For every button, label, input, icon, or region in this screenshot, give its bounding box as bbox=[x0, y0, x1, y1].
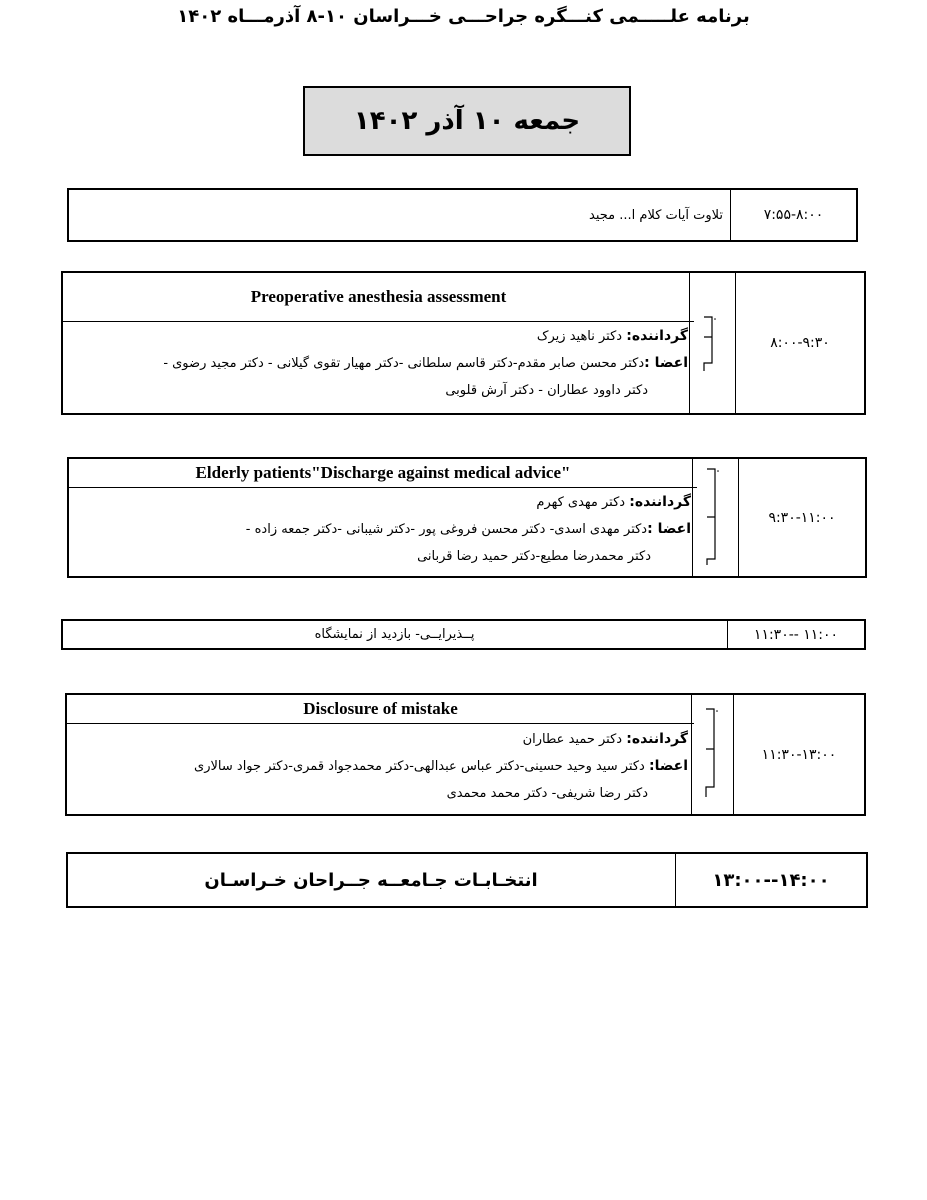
reception-label: پــذیرایــی- بازدید از نمایشگاه bbox=[314, 627, 475, 642]
bracket-icon bbox=[700, 707, 722, 807]
session-3-persons bbox=[67, 726, 694, 807]
session-2-persons bbox=[69, 489, 697, 570]
day-heading-text: جمعه ۱۰ آذر ۱۴۰۲ bbox=[353, 106, 581, 136]
session-3-title: Disclosure of mistake bbox=[67, 695, 694, 724]
elections-row bbox=[66, 852, 868, 908]
session-1-members-line bbox=[69, 350, 688, 377]
reception-row bbox=[61, 619, 866, 650]
session-2-title: Elderly patients"Discharge against medical advice" bbox=[69, 459, 697, 488]
members-names: دکتر محسن صابر مقدم-دکتر قاسم سلطانی -دکتر مهیار تقوی گیلانی - دکتر مجید رضوی - bbox=[163, 356, 645, 371]
moderator-label: گرداننده: bbox=[626, 731, 688, 747]
session-2-members-line bbox=[75, 516, 691, 543]
members-label: اعضا : bbox=[644, 355, 688, 371]
session-3-bracket bbox=[691, 695, 734, 814]
moderator-label: گرداننده: bbox=[629, 494, 691, 510]
bracket-icon bbox=[698, 315, 720, 375]
members-names: دکتر مهدی اسدی- دکتر محسن فروغی پور -دکتر شیبانی -دکتر جمعه زاده - bbox=[245, 522, 648, 537]
quran-text: تلاوت آیات کلام ا... مجید bbox=[589, 207, 723, 223]
session-1-persons bbox=[63, 323, 694, 404]
moderator-name: دکتر حمید عطاران bbox=[522, 732, 623, 747]
session-2-time: ۹:۳۰-۱۱:۰۰ bbox=[738, 459, 865, 576]
elections-time: ۱۳:۰۰--۱۴:۰۰ bbox=[675, 854, 866, 906]
quran-time: ۷:۵۵-۸:۰۰ bbox=[730, 190, 856, 240]
quran-row bbox=[67, 188, 858, 242]
session-2-moderator-line bbox=[75, 489, 691, 516]
reception-time: ۱۱:۳۰-- ۱۱:۰۰ bbox=[727, 621, 864, 648]
members-label: اعضا: bbox=[648, 758, 688, 774]
session-3 bbox=[65, 693, 866, 816]
session-1-title: Preoperative anesthesia assessment bbox=[63, 273, 694, 322]
members-names: دکتر سید وحید حسینی-دکتر عباس عبدالهی-دکتر محمدجواد قمری-دکتر جواد سالاری bbox=[194, 759, 645, 774]
moderator-name: دکتر مهدی کهرم bbox=[536, 495, 626, 510]
moderator-name: دکتر ناهید زیرک bbox=[536, 329, 623, 344]
session-2-bracket bbox=[692, 459, 739, 576]
session-1-members-line-2: دکتر داوود عطاران - دکتر آرش قلوبی bbox=[445, 383, 648, 398]
session-3-time: ۱۱:۳۰-۱۳:۰۰ bbox=[733, 695, 864, 814]
session-2 bbox=[67, 457, 867, 578]
elections-text bbox=[66, 854, 676, 906]
bracket-icon bbox=[701, 467, 723, 567]
reception-text bbox=[61, 621, 728, 648]
session-3-members-line bbox=[73, 753, 688, 780]
moderator-label: گرداننده: bbox=[626, 328, 688, 344]
session-3-moderator-line bbox=[73, 726, 688, 753]
session-3-members-line-2: دکتر رضا شریفی- دکتر محمد محمدی bbox=[446, 786, 648, 801]
members-label: اعضا : bbox=[647, 521, 691, 537]
session-1 bbox=[61, 271, 866, 415]
day-heading bbox=[303, 86, 631, 156]
session-2-members-line-2: دکتر محمدرضا مطیع-دکتر حمید رضا قربانی bbox=[417, 549, 651, 564]
page-title: برنامه علـــــمی کنـــگره جراحـــی خـــراسان ۱۰-۸ آذرمـــاه ۱۴۰۲ bbox=[177, 6, 750, 27]
session-1-time: ۸:۰۰-۹:۳۰ bbox=[735, 273, 864, 413]
session-1-moderator-line bbox=[69, 323, 688, 350]
elections-label: انتخـابـات جـامعــه جــراحان خـراسـان bbox=[204, 869, 538, 891]
session-1-bracket bbox=[689, 273, 736, 413]
